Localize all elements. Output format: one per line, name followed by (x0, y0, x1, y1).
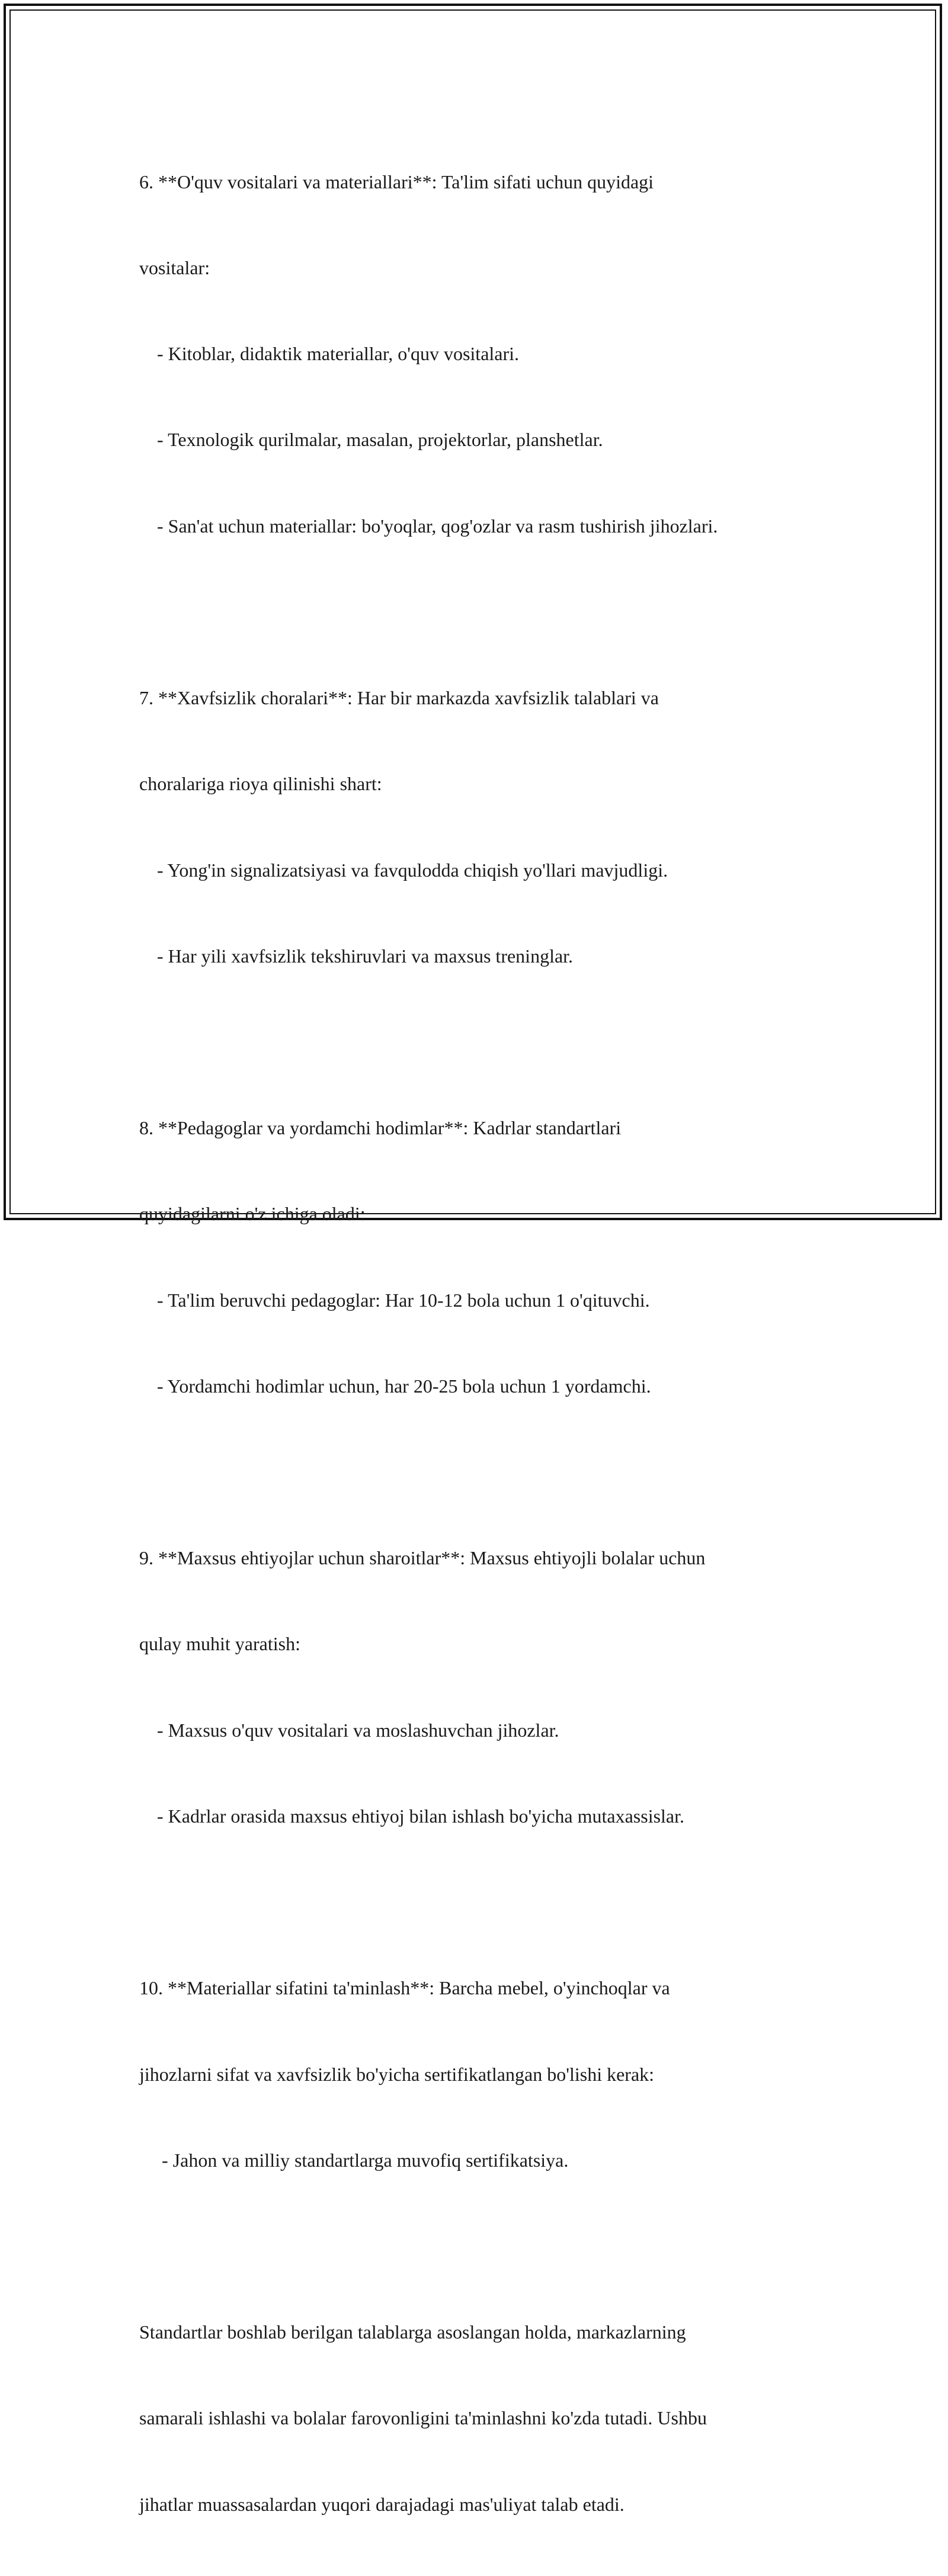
document-body (139, 110, 850, 2576)
section-10-bullet-1: - Jahon va milliy standartlarga muvofiq sertifikatsiya. (162, 2149, 569, 2171)
section-6 (139, 110, 850, 598)
conclusion-line-3: jihatlar muassasalardan yuqori darajadagi mas'uliyat talab etadi. (139, 2493, 624, 2515)
section-6-line-1: 6. **O'quv vositalari va materiallari**: Ta'lim sifati uchun quyidagi (139, 171, 654, 193)
section-9-line-1: 9. **Maxsus ehtiyojlar uchun sharoitlar**: Maxsus ehtiyojli bolalar uchun (139, 1547, 706, 1569)
section-8-line-1: 8. **Pedagoglar va yordamchi hodimlar**: Kadrlar standartlari (139, 1117, 622, 1139)
section-9 (139, 1486, 850, 1888)
section-7-bullet-2: - Har yili xavfsizlik tekshiruvlari va maxsus treninglar. (157, 945, 574, 967)
section-6-bullet-1: - Kitoblar, didaktik materiallar, o'quv vositalari. (157, 343, 520, 365)
conclusion-line-1: Standartlar boshlab berilgan talablarga asoslangan holda, markazlarning (139, 2321, 686, 2343)
section-7-bullet-1: - Yong'in signalizatsiyasi va favqulodda chiqish yo'llari mavjudligi. (157, 859, 668, 881)
paragraph-gap (139, 1458, 850, 1486)
paragraph-gap (139, 1888, 850, 1916)
section-8 (139, 1056, 850, 1458)
section-10-line-2: jihozlarni sifat va xavfsizlik bo'yicha sertifikatlangan bo'lishi kerak: (139, 2063, 655, 2085)
section-9-bullet-1: - Maxsus o'quv vositalari va moslashuvchan jihozlar. (157, 1719, 559, 1741)
section-6-bullet-3: - San'at uchun materiallar: bo'yoqlar, qog'ozlar va rasm tushirish jihozlari. (157, 515, 718, 537)
conclusion-paragraph (139, 2260, 850, 2575)
section-10 (139, 1917, 850, 2232)
section-8-line-2: quyidagilarni o'z ichiga oladi: (139, 1203, 366, 1225)
paragraph-gap (139, 2232, 850, 2260)
paragraph-gap (139, 1028, 850, 1056)
section-7-line-2: choralariga rioya qilinishi shart: (139, 773, 382, 795)
section-7 (139, 626, 850, 1028)
section-10-line-1: 10. **Materiallar sifatini ta'minlash**: Barcha mebel, o'yinchoqlar va (139, 1977, 670, 1999)
section-9-bullet-2: - Kadrlar orasida maxsus ehtiyoj bilan ishlash bo'yicha mutaxassislar. (157, 1805, 685, 1827)
section-8-bullet-1: - Ta'lim beruvchi pedagoglar: Har 10-12 bola uchun 1 o'qituvchi. (157, 1289, 650, 1311)
section-9-line-2: qulay muhit yaratish: (139, 1633, 300, 1655)
section-8-bullet-2: - Yordamchi hodimlar uchun, har 20-25 bola uchun 1 yordamchi. (157, 1375, 651, 1397)
section-7-line-1: 7. **Xavfsizlik choralari**: Har bir markazda xavfsizlik talablari va (139, 687, 659, 709)
section-6-bullet-2: - Texnologik qurilmalar, masalan, projektorlar, planshetlar. (157, 429, 603, 451)
paragraph-gap (139, 598, 850, 626)
conclusion-line-2: samarali ishlashi va bolalar farovonligini ta'minlashni ko'zda tutadi. Ushbu (139, 2407, 707, 2429)
section-6-line-2: vositalar: (139, 257, 210, 279)
